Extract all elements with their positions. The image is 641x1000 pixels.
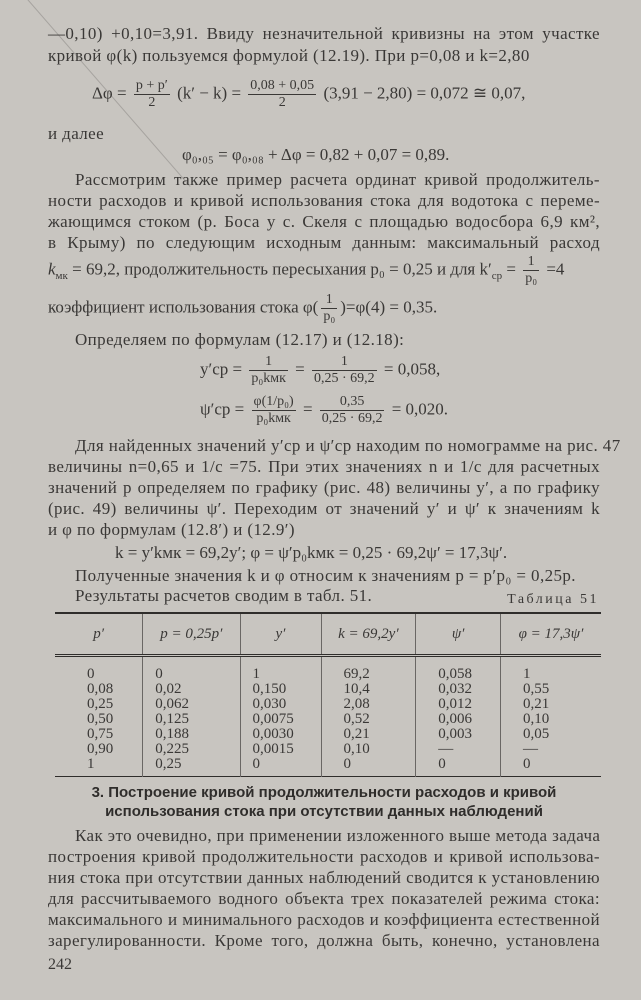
text-line-kmk [48, 254, 564, 287]
table-value: 1 [252, 666, 260, 682]
table-header-cell: p = 0,25p′ [143, 613, 240, 656]
table-value: 0 [438, 756, 446, 772]
formula-part: = 0,020. [391, 399, 449, 419]
text-line: Результаты расчетов сводим в табл. 51. [75, 586, 373, 605]
text-line: значений p определяем по графику (рис. 48) величины y′, а по графику [48, 478, 600, 497]
text-line: зарегулированности. Кроме того, должна быть, конечно, установлена [48, 931, 600, 950]
text-line: ности расходов и кривой использования стока для водотока с переме- [48, 191, 600, 210]
text-line: (рис. 49) величины ψ′. Переходим от значений y′ и ψ′ к значениям k [48, 499, 600, 518]
denominator: 2 [148, 95, 156, 110]
numerator: 0,08 + 0,05 [250, 78, 315, 93]
table-value: 0,08 [87, 681, 114, 697]
table-value: 0 [87, 666, 95, 682]
section-title: использования стока при отсутствии данных наблюдений [105, 803, 543, 820]
formula-part: ср [491, 269, 503, 282]
formula-y-cp [200, 354, 440, 387]
table-value: 0,225 [155, 741, 189, 757]
table-value: 0,125 [155, 711, 189, 727]
formula-part: =4 [546, 259, 565, 279]
table-value: 0,05 [523, 726, 550, 742]
text-line: Определяем по формулам (12.17) и (12.18): [75, 330, 405, 349]
table-caption: Таблица 51 [507, 592, 599, 607]
denominator: 0,25 · 69,2 [314, 371, 375, 386]
formula-part: = [302, 399, 313, 419]
table-value: 0,21 [523, 696, 550, 712]
table-value: 0,10 [523, 711, 550, 727]
numerator: 1 [312, 354, 377, 371]
table-value: 0,0015 [252, 741, 294, 757]
formula-part: ψ′ср = [200, 399, 245, 419]
table-value: 0 [252, 756, 260, 772]
text-line: и далее [48, 124, 105, 143]
table-column-cell [55, 656, 143, 777]
table-value: 0,030 [252, 696, 287, 712]
table-value: 0,0075 [252, 711, 294, 727]
table-header-cell: ψ′ [416, 613, 501, 656]
text-line: для рассчитываемого водного объекта трех показателей режима стока: [48, 889, 600, 908]
text-line: ния стока при отсутствии данных наблюдений сводится к установлению [48, 868, 600, 887]
formula-delta-phi [92, 78, 525, 111]
formula-part: )=φ(4) = 0,35. [340, 297, 438, 317]
numerator: φ(1/p₀) [253, 394, 294, 409]
formula-part: мк [55, 269, 68, 282]
numerator: p + p′ [135, 78, 168, 93]
table-column-cell [501, 656, 602, 777]
table-value: 0,012 [438, 696, 473, 712]
formula-part: = 69,2, продолжительность пересыхания p₀ = 0,25 и для k′ [72, 259, 492, 279]
text-line: величины n=0,65 и 1/c =75. При этих значениях n и 1/c для расчетных [48, 457, 600, 476]
formula-part: k [48, 259, 56, 279]
table-value: 0 [523, 756, 531, 772]
table-value: 0,0030 [252, 726, 294, 742]
formula-part: = 0,058, [383, 359, 441, 379]
text-line: построения кривой продолжительности расходов и кривой использова- [48, 847, 600, 866]
denominator: 2 [278, 95, 286, 110]
table-value: 0 [343, 756, 351, 772]
table-header-row [55, 613, 601, 656]
denominator: p₀kмк [251, 371, 286, 386]
text-line: в Крыму) по следующим исходным данным: максимальный расход [48, 233, 600, 252]
table-header-cell: φ = 17,3ψ′ [501, 613, 602, 656]
table-column-cell [143, 656, 240, 777]
table-value: 0,25 [155, 756, 182, 772]
text-line: Для найденных значений y′ср и ψ′ср находим по номограмме на рис. 47 [75, 436, 621, 455]
formula-psi-cp [200, 394, 448, 427]
table-column-cell [321, 656, 416, 777]
formula-part: коэффициент использования стока φ( [48, 297, 319, 317]
numerator: 1 [321, 292, 337, 309]
text-line: —0,10) +0,10=3,91. Ввиду незначительной кривизны на этом участке [48, 24, 600, 43]
table-51 [55, 612, 601, 777]
table-value: 1 [87, 756, 95, 772]
table-value: 0,02 [155, 681, 182, 697]
formula-part: (3,91 − 2,80) = 0,072 ≅ 0,07, [323, 83, 526, 103]
text-line: Рассмотрим также пример расчета ординат кривой продолжитель- [75, 170, 600, 189]
denominator: p₀kмк [256, 411, 291, 426]
numerator: 1 [523, 254, 539, 271]
text-line: максимального и минимального расходов и коэффициента естественной [48, 910, 600, 929]
table-value: 0,150 [252, 681, 287, 697]
table-value: 0,10 [343, 741, 370, 757]
table-value: 0,75 [87, 726, 114, 742]
text-line: кривой φ(k) пользуемся формулой (12.19). При p=0,08 и k=2,80 [48, 46, 530, 65]
text-line: и φ по формулам (12.8′) и (12.9′) [48, 520, 295, 539]
text-line-coef [48, 292, 437, 325]
table-value: 0,21 [343, 726, 370, 742]
table-value: — [438, 741, 454, 757]
table-header-cell: p′ [93, 625, 104, 642]
table-header-cell: k = 69,2y′ [321, 613, 416, 656]
table-column-cell [240, 656, 321, 777]
formula-part: Δφ = [92, 83, 127, 103]
table-value: — [523, 741, 538, 757]
table-value: 69,2 [343, 666, 370, 682]
table-value: 0,52 [343, 711, 370, 727]
table-value: 0,032 [438, 681, 473, 697]
page-number: 242 [48, 956, 72, 973]
table-value: 0 [155, 666, 163, 682]
table-value: 0,90 [87, 741, 114, 757]
table-value: 0,003 [438, 726, 473, 742]
table-value: 1 [523, 666, 531, 682]
table-value: 0,25 [87, 696, 114, 712]
section-title: 3. Построение кривой продолжительности расходов и кривой [91, 784, 557, 801]
table-value: 2,08 [343, 696, 370, 712]
text-line: Как это очевидно, при применении изложенного выше метода задача [75, 826, 601, 845]
table-value: 0,006 [438, 711, 473, 727]
formula-part: y′ср = [200, 359, 243, 379]
table-value: 10,4 [343, 681, 370, 697]
table-value: 0,188 [155, 726, 189, 742]
denominator: p₀ [323, 309, 336, 324]
denominator: p₀ [525, 271, 538, 286]
denominator: 0,25 · 69,2 [321, 411, 383, 426]
table-value: 0,55 [523, 681, 550, 697]
formula-part: = [295, 359, 305, 379]
text-line: жающимся стоком (р. Боса у с. Скеля с площадью водосбора 6,9 км², [48, 212, 600, 231]
table-row [55, 656, 601, 777]
table-header-cell: y′ [240, 613, 321, 656]
formula-part: (k′ − k) = [177, 83, 242, 103]
text-line: Полученные значения k и φ относим к значениям p = p′p₀ = 0,25p. [75, 566, 576, 585]
table-column-cell [416, 656, 501, 777]
numerator: 1 [249, 354, 288, 371]
table-value: 0,50 [87, 711, 114, 727]
table-value: 0,062 [155, 696, 189, 712]
formula-k-phi: k = y′kмк = 69,2y′; φ = ψ′p₀kмк = 0,25 · 69,2ψ′ = 17,3ψ′. [115, 543, 508, 562]
numerator: 0,35 [320, 394, 385, 411]
formula-phi: φ₀,₀₅ = φ₀,₀₈ + Δφ = 0,82 + 0,07 = 0,89. [182, 145, 450, 164]
table-value: 0,058 [438, 666, 473, 682]
formula-part: = [506, 259, 516, 279]
